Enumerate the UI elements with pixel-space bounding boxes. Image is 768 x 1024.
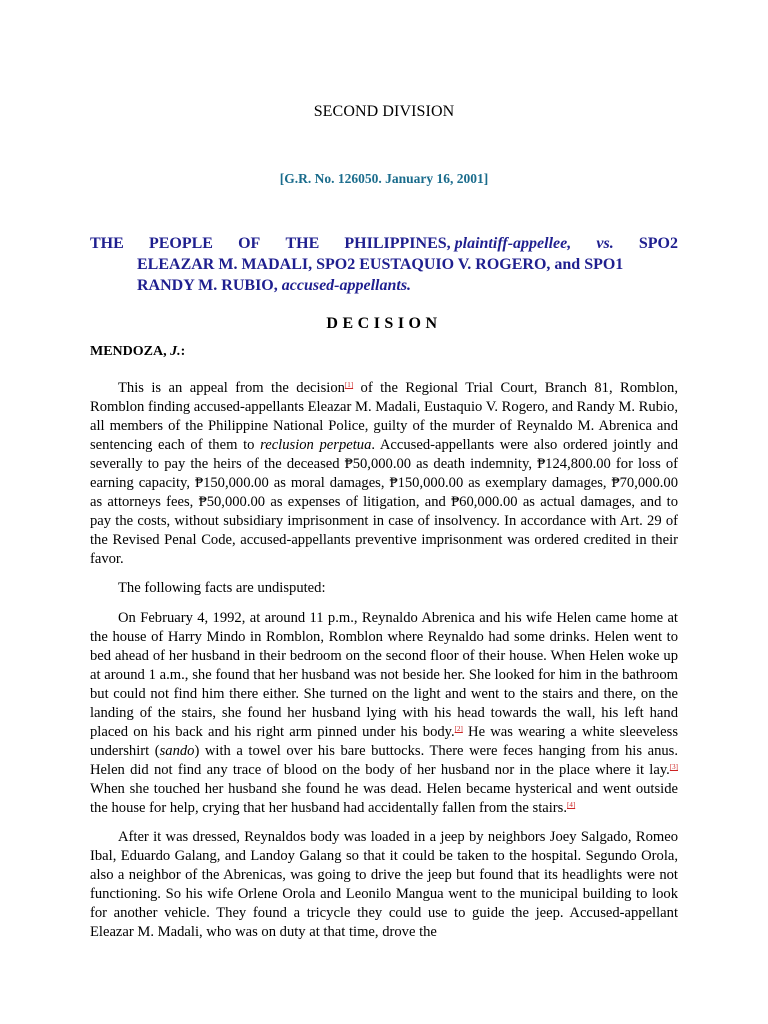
ponente-colon: : <box>180 344 186 359</box>
paragraph-text: He was wearing a white sleeveless undershirt ( <box>90 723 679 759</box>
accused-role: accused-appellants. <box>281 277 412 294</box>
title-word: THE <box>285 235 320 252</box>
title-spo2: SPO2 <box>638 235 678 252</box>
case-number: [G.R. No. 126050. January 16, 2001] <box>279 171 489 186</box>
plaintiff-role: plaintiff-appellee, <box>450 235 572 252</box>
case-title-line-3 <box>90 275 678 296</box>
decision-heading: DECISION <box>326 315 442 332</box>
accused-name: RANDY M. RUBIO, <box>137 277 278 294</box>
footnote-link-2[interactable]: [2] <box>454 724 463 733</box>
title-word: OF <box>238 235 261 252</box>
paragraph-text: ) with a towel over his bare buttocks. There were feces hanging from his anus. Helen did not find any trace of blood on the body of her husband nor in the place where it lay. <box>90 742 678 778</box>
ponente <box>90 344 185 360</box>
paragraph-italic: sando <box>159 742 195 759</box>
paragraph-italic: reclusion perpetua <box>260 437 372 454</box>
footnote-link-1[interactable]: [1] <box>344 381 354 389</box>
title-people-end: PHILIPPINES, plaintiff-appellee, <box>344 235 572 252</box>
paragraph-text: On February 4, 1992, at around 11 p.m., Reynaldo Abrenica and his wife Helen came home at the house of Harry Mindo in Romblon, Romblon where Reynaldo had some drinks. Helen went to bed ahead of her husband in their bedroom on the second floor of their house. When Helen woke up at around 1 a.m., she found that her husband was not beside her. She looked for him in the bathroom but could not find him there either. She turned on the light and went to the stairs and there, on the landing of the stairs, she found her husband lying with his head towards the wall, his left hand placed on his back and his right arm pinned under his body. <box>90 609 678 740</box>
title-word: PEOPLE <box>148 235 213 252</box>
paragraph-4: After it was dressed, Reynaldos body was loaded in a jeep by neighbors Joey Salgado, Romeo Ibal, Eduardo Galang, and Landoy Galang so that it could be taken to the hospital. Segundo Orola, also a neighbor of the Abrenicas, was going to drive the jeep but found that its headlights were not functioning. So his wife Orlene Orola and Leonilo Mangua went to the municipal building to look for another vehicle. They found a tricycle they could use to guide the jeep. Accused-appellant Eleazar M. Madali, who was on duty at that time, drove the <box>90 829 678 941</box>
division-heading: SECOND DIVISION <box>313 103 455 120</box>
paragraph-text: This is an appeal from the decision <box>118 380 345 396</box>
decision-body <box>90 379 678 942</box>
ponente-name: MENDOZA, <box>90 344 171 359</box>
ponente-suffix: J. <box>170 344 181 359</box>
footnote-link-3[interactable]: [3] <box>669 762 678 771</box>
paragraph-3 <box>90 609 678 819</box>
title-versus <box>596 233 613 254</box>
paragraph-text: . Accused-appellants were also ordered jointly and severally to pay the heirs of the deceased ₱50,000.00 as death indemnity, ₱124,800.00 for loss of earning capacity, ₱150,000.00 as moral damages, ₱150,000.00 as exemplary damages, ₱70,000.00 as attorneys fees, ₱50,000.00 as expenses of litigation, and ₱60,000.00 as actual damages, and to pay the costs, without subsidiary imprisonment in case of insolvency. In accordance with Art. 29 of the Revised Penal Code, accused-appellants preventive imprisonment was ordered credited in their favor. <box>90 437 678 568</box>
case-title <box>90 233 678 296</box>
footnote-link-4[interactable]: [4] <box>566 800 576 809</box>
paragraph-text: of the Regional Trial Court, Branch 81, Romblon, Romblon finding accused-appellants Eleazar M. Madali, Eustaquio V. Rogero, and Randy M. Rubio, all members of the Philippine National Police, guilty of the murder of Reynaldo M. Abrenica and sentencing each of them to <box>90 380 678 454</box>
case-title-line-1 <box>90 233 678 254</box>
paragraph-text: When she touched her husband she found he was dead. Helen became hysterical and went outside the house for help, crying that her husband had accidentally fallen from the stairs. <box>90 780 678 816</box>
versus: vs. <box>596 235 614 252</box>
case-title-line-2: ELEAZAR M. MADALI, SPO2 EUSTAQUIO V. ROGERO, and SPO1 <box>137 256 624 273</box>
paragraph-2: The following facts are undisputed: <box>118 580 326 597</box>
paragraph-1 <box>90 379 678 569</box>
title-word: THE <box>90 235 124 252</box>
